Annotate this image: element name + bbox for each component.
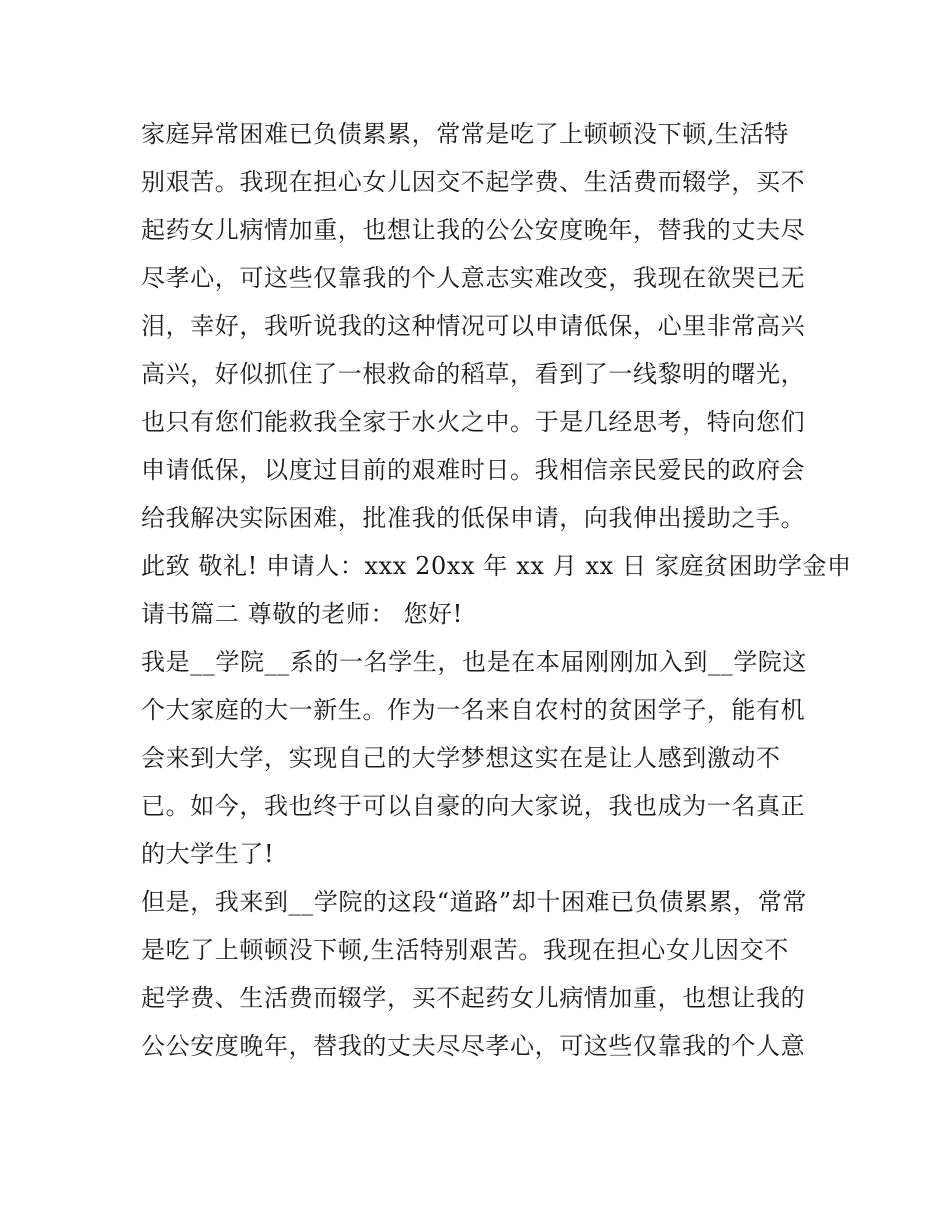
text-line: 公公安度晚年，替我的丈夫尽尽孝心，可这些仅靠我的个人意 (141, 1032, 806, 1060)
text-line: 高兴，好似抓住了一根救命的稻草，看到了一线黎明的曙光， (141, 360, 806, 388)
text-line: 此致 敬礼! 申请人：xxx 20xx 年 xx 月 xx 日 家庭贫困助学金申 (141, 552, 852, 580)
text-line: 个大家庭的大一新生。作为一名来自农村的贫困学子，能有机 (141, 696, 806, 724)
text-line: 起学费、生活费而辍学，买不起药女儿病情加重，也想让我的 (141, 984, 806, 1012)
text-line: 申请低保，以度过目前的艰难时日。我相信亲民爱民的政府会 (141, 456, 806, 484)
text-line: 会来到大学，实现自己的大学梦想这实在是让人感到激动不 (141, 744, 781, 772)
text-line: 起药女儿病情加重，也想让我的公公安度晚年，替我的丈夫尽 (141, 216, 806, 244)
text-line: 请书篇二 尊敬的老师： 您好! (141, 600, 463, 628)
text-line: 但是，我来到__学院的这段“道路”却十困难已负债累累，常常 (141, 888, 807, 916)
text-line: 也只有您们能救我全家于水火之中。于是几经思考，特向您们 (141, 408, 806, 436)
text-line: 给我解决实际困难，批准我的低保申请，向我伸出援助之手。 (141, 504, 806, 532)
text-line: 尽孝心，可这些仅靠我的个人意志实难改变，我现在欲哭已无 (141, 264, 806, 292)
text-line: 我是__学院__系的一名学生，也是在本届刚刚加入到__学院这 (141, 648, 807, 676)
text-line: 的大学生了! (141, 840, 275, 868)
text-line: 已。如今，我也终于可以自豪的向大家说，我也成为一名真正 (141, 792, 806, 820)
text-line: 泪，幸好，我听说我的这种情况可以申请低保，心里非常高兴 (141, 312, 806, 340)
document-body (141, 110, 852, 1070)
text-line: 家庭异常困难已负债累累，常常是吃了上顿顿没下顿,生活特 (141, 120, 789, 148)
text-line: 是吃了上顿顿没下顿,生活特别艰苦。我现在担心女儿因交不 (141, 936, 789, 964)
text-line: 别艰苦。我现在担心女儿因交不起学费、生活费而辍学，买不 (141, 168, 806, 196)
